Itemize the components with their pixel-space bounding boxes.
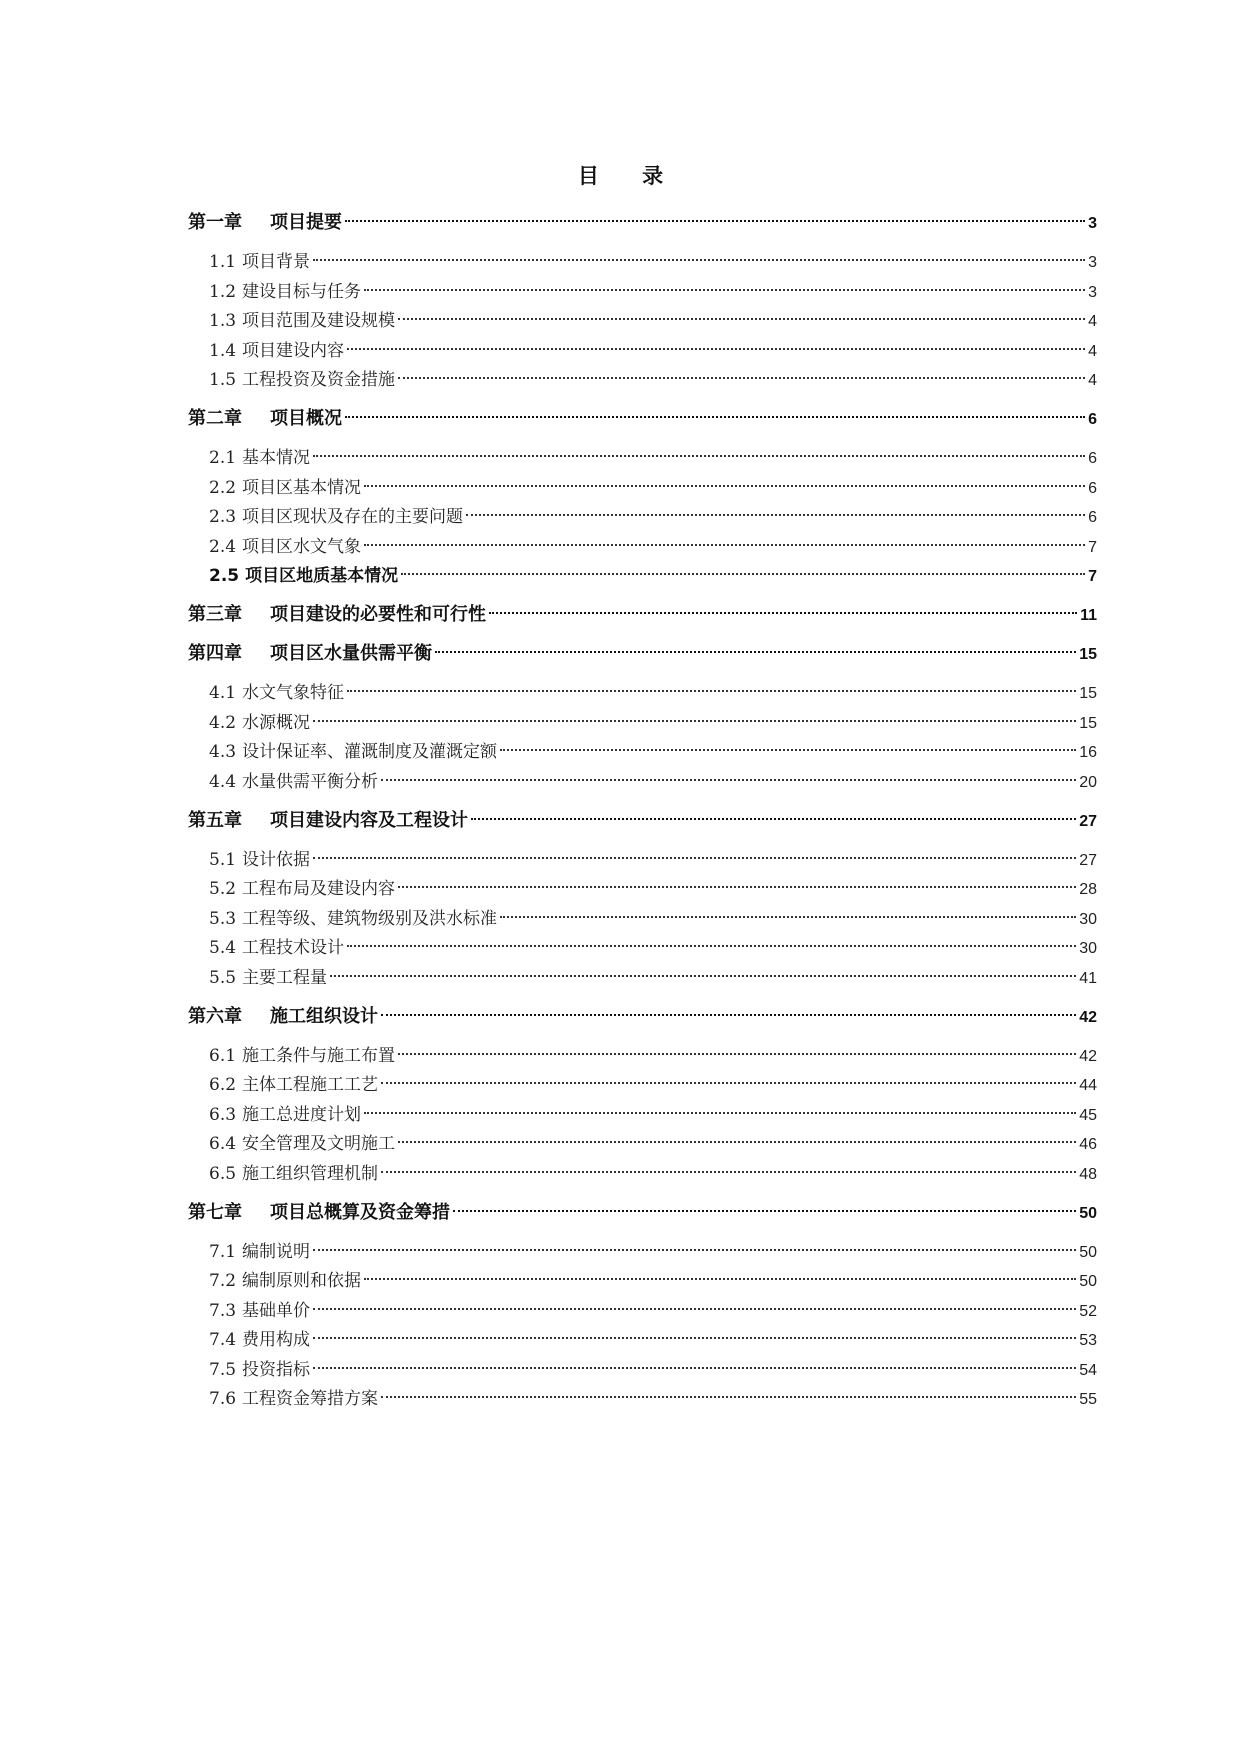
toc-section-entry[interactable] <box>209 906 1097 932</box>
dot-leader <box>347 945 1076 947</box>
toc-section-entry[interactable] <box>209 710 1097 736</box>
section-title: 施工组织管理机制 <box>242 1163 379 1184</box>
section-title: 主体工程施工工艺 <box>242 1075 379 1095</box>
page-number: 6 <box>1088 509 1097 526</box>
section-title: 主要工程量 <box>242 967 328 988</box>
page-number: 55 <box>1079 1391 1097 1408</box>
chapter-number: 第六章 <box>188 1005 242 1027</box>
section-number: 6.4 <box>209 1134 237 1154</box>
toc-entry-label <box>209 249 310 275</box>
dot-leader <box>313 1337 1076 1339</box>
section-title: 安全管理及文明施工 <box>242 1134 396 1154</box>
toc-entry-label <box>188 1004 378 1030</box>
dot-leader <box>313 1308 1076 1310</box>
toc-section-entry[interactable] <box>209 1131 1097 1157</box>
section-number: 4.1 <box>209 683 237 703</box>
toc-chapter-entry[interactable] <box>188 602 1097 628</box>
chapter-number: 第五章 <box>188 809 242 831</box>
page-number: 16 <box>1079 744 1097 761</box>
page-number: 54 <box>1079 1361 1097 1379</box>
toc-entry-label <box>209 1327 310 1353</box>
section-title: 施工总进度计划 <box>242 1104 362 1125</box>
toc-entry-label <box>188 1200 450 1226</box>
toc-entry-label <box>209 279 361 305</box>
chapter-title: 项目建设的必要性和可行性 <box>270 604 486 625</box>
toc-section-entry[interactable] <box>209 475 1097 501</box>
toc-section-entry[interactable] <box>209 563 1097 589</box>
section-number: 4.2 <box>209 712 237 733</box>
section-title: 水量供需平衡分析 <box>242 771 379 792</box>
toc-entry-label <box>209 1043 395 1069</box>
dot-leader <box>313 857 1076 859</box>
toc-chapter-entry[interactable] <box>188 1200 1097 1226</box>
page-number: 44 <box>1079 1077 1097 1094</box>
page-number: 7 <box>1088 568 1097 585</box>
dot-leader <box>347 348 1085 350</box>
toc-entry-label <box>209 769 378 795</box>
chapter-number: 第二章 <box>188 408 242 429</box>
section-number: 5.5 <box>209 967 237 988</box>
dot-leader <box>345 416 1085 418</box>
chapter-number: 第一章 <box>188 212 242 233</box>
toc-section-entry[interactable] <box>209 1239 1097 1265</box>
dot-leader <box>453 1210 1076 1212</box>
page-number: 28 <box>1079 881 1097 898</box>
section-number: 4.3 <box>209 742 237 762</box>
page-number: 53 <box>1079 1332 1097 1349</box>
toc-chapter-entry[interactable] <box>188 210 1097 236</box>
page-number: 4 <box>1088 313 1097 330</box>
dot-leader <box>398 377 1085 379</box>
dot-leader <box>313 720 1076 722</box>
dot-leader <box>330 975 1076 977</box>
toc-section-entry[interactable] <box>209 1327 1097 1353</box>
toc-entry-label <box>209 906 497 932</box>
toc-entry-label <box>209 965 327 991</box>
page-number: 6 <box>1088 411 1097 428</box>
toc-section-entry[interactable] <box>209 367 1097 393</box>
toc-entry-label <box>209 1386 378 1412</box>
dot-leader <box>347 690 1076 692</box>
toc-section-entry[interactable] <box>209 308 1097 334</box>
section-number: 1.3 <box>209 311 237 331</box>
toc-section-entry[interactable] <box>209 279 1097 305</box>
toc-section-entry[interactable] <box>209 1161 1097 1187</box>
chapter-title: 项目建设内容及工程设计 <box>270 809 468 831</box>
page-number: 41 <box>1079 969 1097 987</box>
chapter-title: 施工组织设计 <box>270 1005 378 1027</box>
section-number: 4.4 <box>209 771 237 792</box>
section-title: 工程技术设计 <box>242 938 345 958</box>
toc-entry-label <box>209 1131 395 1157</box>
toc-entry-label <box>209 445 310 471</box>
toc-section-entry[interactable] <box>209 445 1097 471</box>
section-number: 6.1 <box>209 1045 237 1066</box>
section-number: 1.2 <box>209 281 237 302</box>
section-title: 水源概况 <box>242 712 311 733</box>
page-number: 4 <box>1088 342 1097 360</box>
dot-leader <box>398 318 1085 320</box>
page-number: 4 <box>1088 372 1097 389</box>
toc-entry-label <box>209 847 310 873</box>
toc-entry-label <box>209 935 344 961</box>
toc-entry-label <box>209 1357 310 1383</box>
chapter-number: 第七章 <box>188 1201 242 1223</box>
toc-chapter-entry[interactable] <box>188 641 1097 667</box>
section-title: 施工条件与施工布置 <box>242 1045 396 1066</box>
toc-entry-label <box>188 210 342 236</box>
section-number: 7.5 <box>209 1359 237 1380</box>
page-number: 30 <box>1079 910 1097 928</box>
dot-leader <box>500 916 1076 918</box>
toc-section-entry[interactable] <box>209 876 1097 902</box>
toc-section-entry[interactable] <box>209 249 1097 275</box>
toc-entry-label <box>209 876 395 902</box>
page-number: 27 <box>1079 812 1097 830</box>
section-title: 编制说明 <box>242 1241 311 1262</box>
page-number: 48 <box>1079 1165 1097 1183</box>
section-number: 2.5 <box>209 566 240 586</box>
dot-leader <box>345 220 1085 222</box>
dot-leader <box>313 259 1085 261</box>
page-title: 目 录 <box>577 164 682 188</box>
toc-section-entry[interactable] <box>209 504 1097 530</box>
toc-section-entry[interactable] <box>209 965 1097 991</box>
toc-section-entry[interactable] <box>209 769 1097 795</box>
section-number: 7.6 <box>209 1389 237 1409</box>
toc-section-entry[interactable] <box>209 1043 1097 1069</box>
toc-entry-label <box>188 641 432 667</box>
chapter-title: 项目提要 <box>270 212 342 233</box>
dot-leader <box>398 1141 1076 1143</box>
chapter-title: 项目区水量供需平衡 <box>270 643 432 664</box>
page-number: 45 <box>1079 1106 1097 1124</box>
section-number: 2.2 <box>209 477 237 498</box>
dot-leader <box>381 1014 1076 1016</box>
section-title: 工程投资及资金措施 <box>242 370 396 390</box>
page-number: 3 <box>1088 254 1097 271</box>
section-title: 水文气象特征 <box>242 683 345 703</box>
section-number: 6.3 <box>209 1104 237 1125</box>
toc-entry-label <box>209 367 395 393</box>
toc-section-entry[interactable] <box>209 847 1097 873</box>
section-title: 基础单价 <box>242 1300 311 1321</box>
section-title: 建设目标与任务 <box>242 281 362 302</box>
dot-leader <box>313 1367 1076 1369</box>
toc-section-entry[interactable] <box>209 739 1097 765</box>
toc-entry-label <box>209 308 395 334</box>
toc-entry-label <box>209 1072 378 1098</box>
dot-leader <box>364 1278 1076 1280</box>
page-number: 42 <box>1079 1047 1097 1065</box>
section-number: 2.3 <box>209 507 237 527</box>
dot-leader <box>381 1396 1076 1398</box>
chapter-title: 项目概况 <box>270 408 342 429</box>
toc-entry-label <box>209 504 463 530</box>
page-number: 11 <box>1080 607 1097 624</box>
section-title: 项目范围及建设规模 <box>242 311 396 331</box>
section-number: 6.5 <box>209 1163 237 1184</box>
section-title: 项目背景 <box>242 252 311 272</box>
dot-leader <box>381 779 1076 781</box>
dot-leader <box>401 573 1085 575</box>
section-number: 5.3 <box>209 908 237 929</box>
toc-entry-label <box>188 602 486 628</box>
dot-leader <box>381 1171 1076 1173</box>
toc-entry-label <box>209 1268 361 1294</box>
toc-entry-label <box>209 1298 310 1324</box>
page-number: 15 <box>1079 685 1097 702</box>
section-number: 1.4 <box>209 340 237 361</box>
toc-section-entry[interactable] <box>209 534 1097 560</box>
page-number: 6 <box>1088 479 1097 497</box>
page-number: 42 <box>1079 1008 1097 1026</box>
toc-entry-label <box>209 475 361 501</box>
dot-leader <box>364 1112 1076 1114</box>
page-number: 15 <box>1079 714 1097 732</box>
section-title: 设计保证率、灌溉制度及灌溉定额 <box>242 742 498 762</box>
dot-leader <box>398 886 1076 888</box>
toc-chapter-entry[interactable] <box>188 1004 1097 1030</box>
section-title: 项目区水文气象 <box>242 536 362 557</box>
dot-leader <box>364 289 1085 291</box>
dot-leader <box>364 485 1085 487</box>
toc-section-entry[interactable] <box>209 1298 1097 1324</box>
section-title: 工程资金筹措方案 <box>242 1389 379 1409</box>
section-number: 5.1 <box>209 849 237 870</box>
toc-section-entry[interactable] <box>209 1268 1097 1294</box>
page-number: 30 <box>1079 940 1097 957</box>
section-title: 投资指标 <box>242 1359 311 1380</box>
section-title: 费用构成 <box>242 1330 311 1350</box>
section-title: 项目区地质基本情况 <box>245 566 399 586</box>
page-number: 3 <box>1088 215 1097 232</box>
section-title: 设计依据 <box>242 849 311 870</box>
toc-entry-label <box>209 534 361 560</box>
section-number: 7.2 <box>209 1271 237 1291</box>
section-number: 5.2 <box>209 879 237 899</box>
toc-section-entry[interactable] <box>209 1072 1097 1098</box>
toc-entry-label <box>209 1161 378 1187</box>
dot-leader <box>398 1053 1076 1055</box>
toc-entry-label <box>209 710 310 736</box>
toc-section-entry[interactable] <box>209 1386 1097 1412</box>
toc-entry-label <box>209 1239 310 1265</box>
section-title: 编制原则和依据 <box>242 1271 362 1291</box>
toc-entry-label <box>188 808 468 834</box>
toc-section-entry[interactable] <box>209 680 1097 706</box>
chapter-title: 项目总概算及资金筹措 <box>270 1201 450 1223</box>
section-number: 1.1 <box>209 252 237 272</box>
toc-entry-label <box>209 739 497 765</box>
section-title: 项目区基本情况 <box>242 477 362 498</box>
section-title: 项目区现状及存在的主要问题 <box>242 507 464 527</box>
page-number: 3 <box>1088 283 1097 301</box>
dot-leader <box>500 749 1076 751</box>
toc-entry-label <box>209 680 344 706</box>
toc-section-entry[interactable] <box>209 1357 1097 1383</box>
section-number: 2.1 <box>209 448 237 468</box>
section-number: 1.5 <box>209 370 237 390</box>
dot-leader <box>313 1249 1076 1251</box>
dot-leader <box>313 455 1085 457</box>
section-title: 工程布局及建设内容 <box>242 879 396 899</box>
dot-leader <box>381 1082 1076 1084</box>
page-number: 50 <box>1079 1243 1097 1261</box>
toc-chapter-entry[interactable] <box>188 808 1097 834</box>
page-number: 52 <box>1079 1302 1097 1320</box>
toc-entry-label <box>209 563 398 589</box>
section-number: 6.2 <box>209 1075 237 1095</box>
section-number: 7.3 <box>209 1300 237 1321</box>
toc-entry-label <box>188 406 342 432</box>
page-number: 50 <box>1079 1273 1097 1290</box>
chapter-number: 第四章 <box>188 643 242 664</box>
toc-section-entry[interactable] <box>209 1102 1097 1128</box>
section-title: 基本情况 <box>242 448 311 468</box>
section-number: 7.1 <box>209 1241 237 1262</box>
toc-section-entry[interactable] <box>209 935 1097 961</box>
chapter-number: 第三章 <box>188 604 242 625</box>
section-number: 2.4 <box>209 536 237 557</box>
dot-leader <box>489 612 1077 614</box>
page-number: 46 <box>1079 1136 1097 1153</box>
dot-leader <box>471 818 1076 820</box>
dot-leader <box>364 544 1085 546</box>
section-title: 工程等级、建筑物级别及洪水标准 <box>242 908 498 929</box>
page-number: 6 <box>1088 450 1097 467</box>
section-number: 5.4 <box>209 938 237 958</box>
section-number: 7.4 <box>209 1330 237 1350</box>
dot-leader <box>466 514 1085 516</box>
toc-entry-label <box>209 1102 361 1128</box>
page-number: 20 <box>1079 773 1097 791</box>
toc-section-entry[interactable] <box>209 338 1097 364</box>
page-number: 27 <box>1079 851 1097 869</box>
page-number: 15 <box>1079 646 1097 663</box>
toc-entry-label <box>209 338 344 364</box>
page-number: 7 <box>1088 538 1097 556</box>
section-title: 项目建设内容 <box>242 340 345 361</box>
toc-chapter-entry[interactable] <box>188 406 1097 432</box>
dot-leader <box>435 651 1076 653</box>
page-number: 50 <box>1079 1204 1097 1222</box>
